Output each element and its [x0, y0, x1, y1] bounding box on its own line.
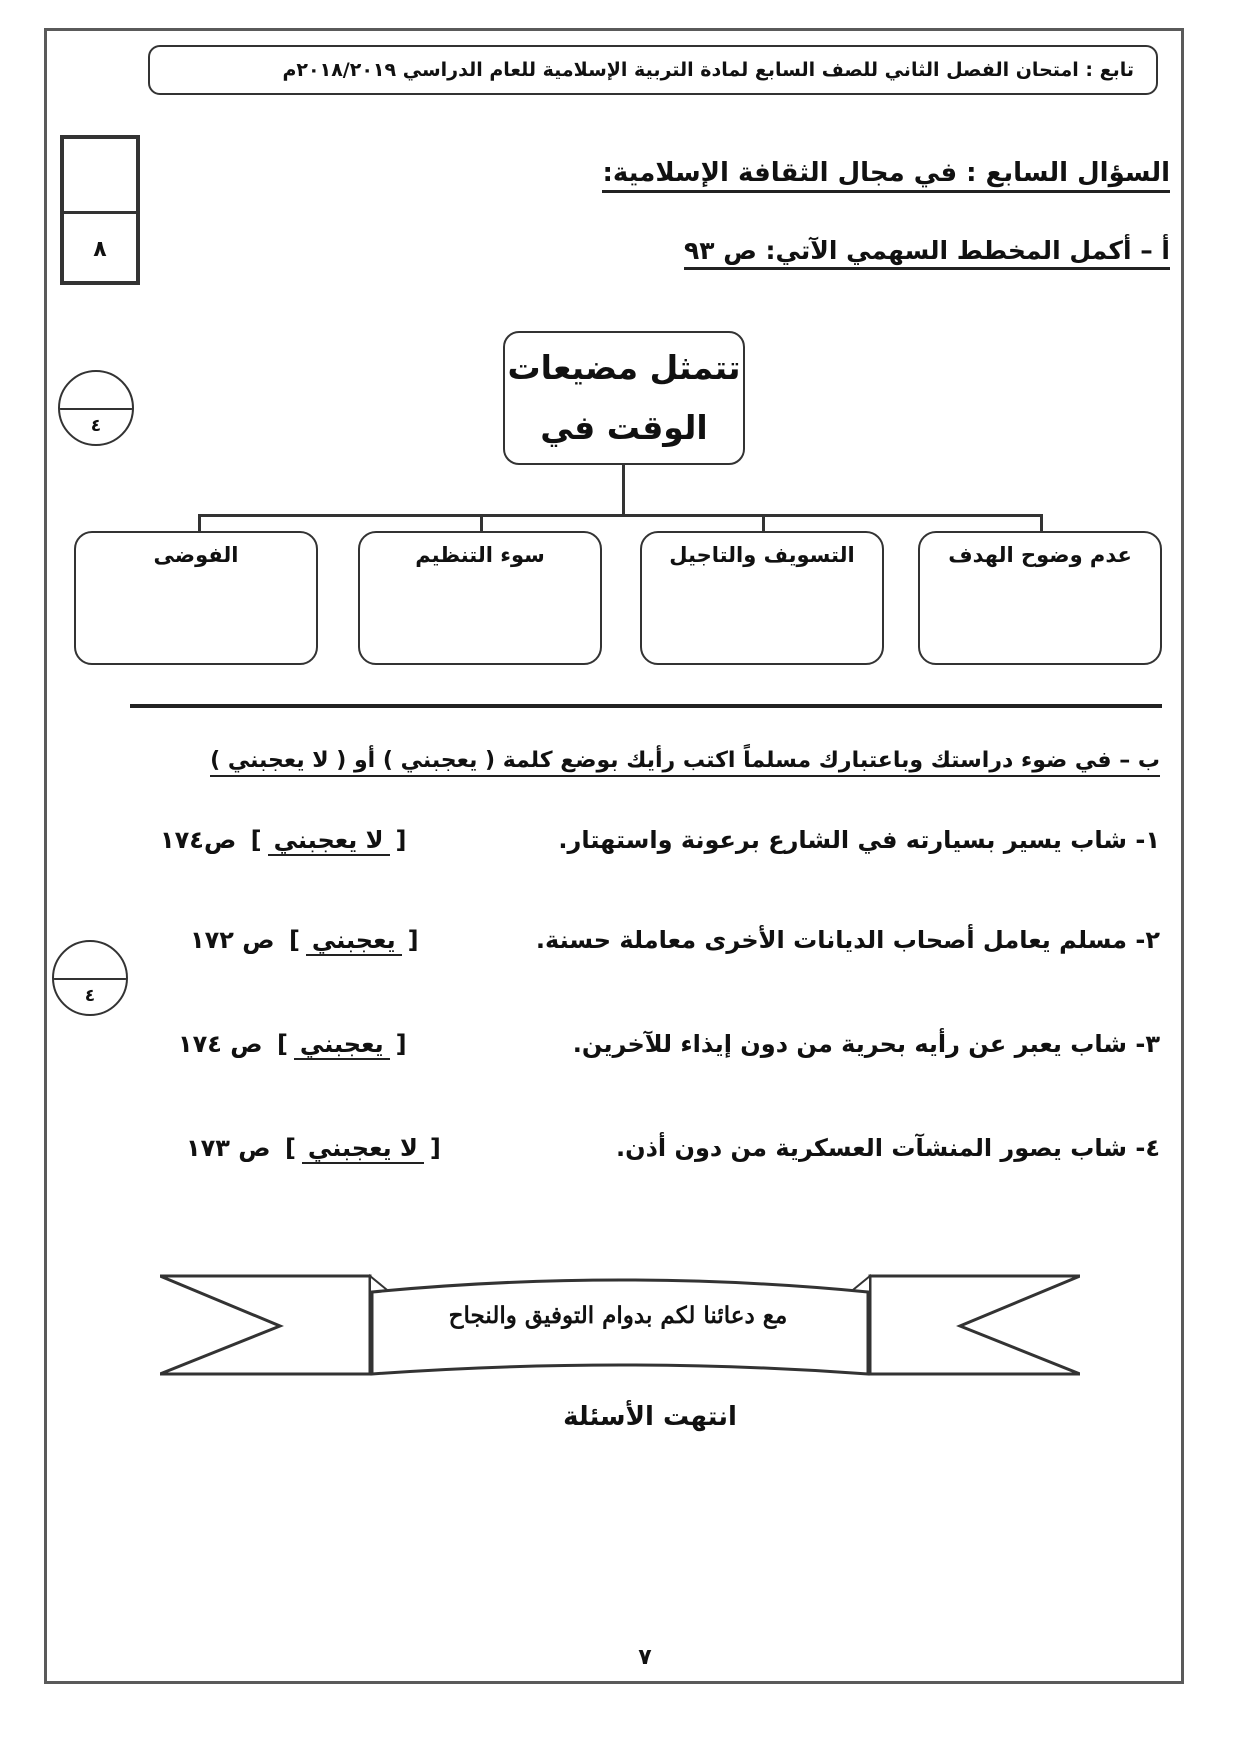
- diagram-leaf-4: الفوضى: [74, 531, 318, 665]
- diagram-leaf-3: سوء التنظيم: [358, 531, 602, 665]
- diagram-leaf-1: عدم وضوح الهدف: [918, 531, 1162, 665]
- part-b-instruction: ب – في ضوء دراستك وباعتبارك مسلماً اكتب رأيك بوضع كلمة ( يعجبني ) أو ( لا يعجبني ): [210, 748, 1160, 777]
- answer-4-page: ص ١٧٣: [186, 1134, 271, 1162]
- statement-1: ١- شاب يسير بسيارته في الشارع برعونة واستهتار.: [558, 826, 1160, 854]
- score-circle-part-b: [52, 940, 128, 1016]
- diagram-root-line1: تتمثل مضيعات: [507, 348, 741, 387]
- grade-box-total: ٨: [93, 237, 107, 262]
- diagram-root-node: [503, 331, 745, 465]
- statement-2: ٢- مسلم يعامل أصحاب الديانات الأخرى معاملة حسنة.: [535, 926, 1160, 954]
- answer-2-word: يعجبني: [306, 926, 402, 956]
- diagram-drop-line: [480, 514, 483, 532]
- diagram-drop-line: [762, 514, 765, 532]
- grade-box-score-cell: [64, 139, 136, 214]
- page-number: ٧: [638, 1645, 652, 1670]
- diagram-branch-line: [198, 514, 1043, 517]
- score-circle-part-a: [58, 370, 134, 446]
- exam-header: تابع : امتحان الفصل الثاني للصف السابع لمادة التربية الإسلامية للعام الدراسي ٢٠١٨/٢٠١٩م: [148, 45, 1158, 95]
- answer-4: [لا يعجبني] ص ١٧٣: [186, 1134, 441, 1162]
- question-title: السؤال السابع : في مجال الثقافة الإسلامية:: [602, 158, 1170, 193]
- diagram-leaf-2: التسويف والتاجيل: [640, 531, 884, 665]
- ribbon-message: مع دعائنا لكم بدوام التوفيق والنجاح: [448, 1302, 788, 1329]
- answer-3-word: يعجبني: [294, 1030, 390, 1060]
- answer-1-word: لا يعجبني: [268, 826, 390, 856]
- answer-1: [لا يعجبني] ص١٧٤: [160, 826, 407, 854]
- diagram-trunk-line: [622, 465, 625, 515]
- end-of-questions: انتهت الأسئلة: [563, 1402, 737, 1432]
- answer-1-page: ص١٧٤: [160, 826, 237, 854]
- part-a-instruction: أ – أكمل المخطط السهمي الآتي: ص ٩٣: [684, 236, 1170, 270]
- answer-2-page: ص ١٧٢: [190, 926, 275, 954]
- answer-3-page: ص ١٧٤: [178, 1030, 263, 1058]
- diagram-drop-line: [1040, 514, 1043, 532]
- diagram-root-line2: الوقت في: [540, 408, 708, 447]
- answer-4-word: لا يعجبني: [302, 1134, 424, 1164]
- answer-3: [يعجبني] ص ١٧٤: [178, 1030, 407, 1058]
- page-frame: [44, 28, 1184, 1684]
- statement-4: ٤- شاب يصور المنشآت العسكرية من دون أذن.: [615, 1134, 1160, 1162]
- score-circle-value: ٤: [84, 986, 96, 1006]
- diagram-drop-line: [198, 514, 201, 532]
- ribbon-banner: [160, 1264, 1080, 1394]
- section-divider: [130, 704, 1162, 708]
- statement-3: ٣- شاب يعبر عن رأيه بحرية من دون إيذاء للآخرين.: [572, 1030, 1160, 1058]
- answer-2: [يعجبني] ص ١٧٢: [190, 926, 419, 954]
- score-circle-value: ٤: [90, 416, 102, 436]
- grade-box: [60, 135, 140, 285]
